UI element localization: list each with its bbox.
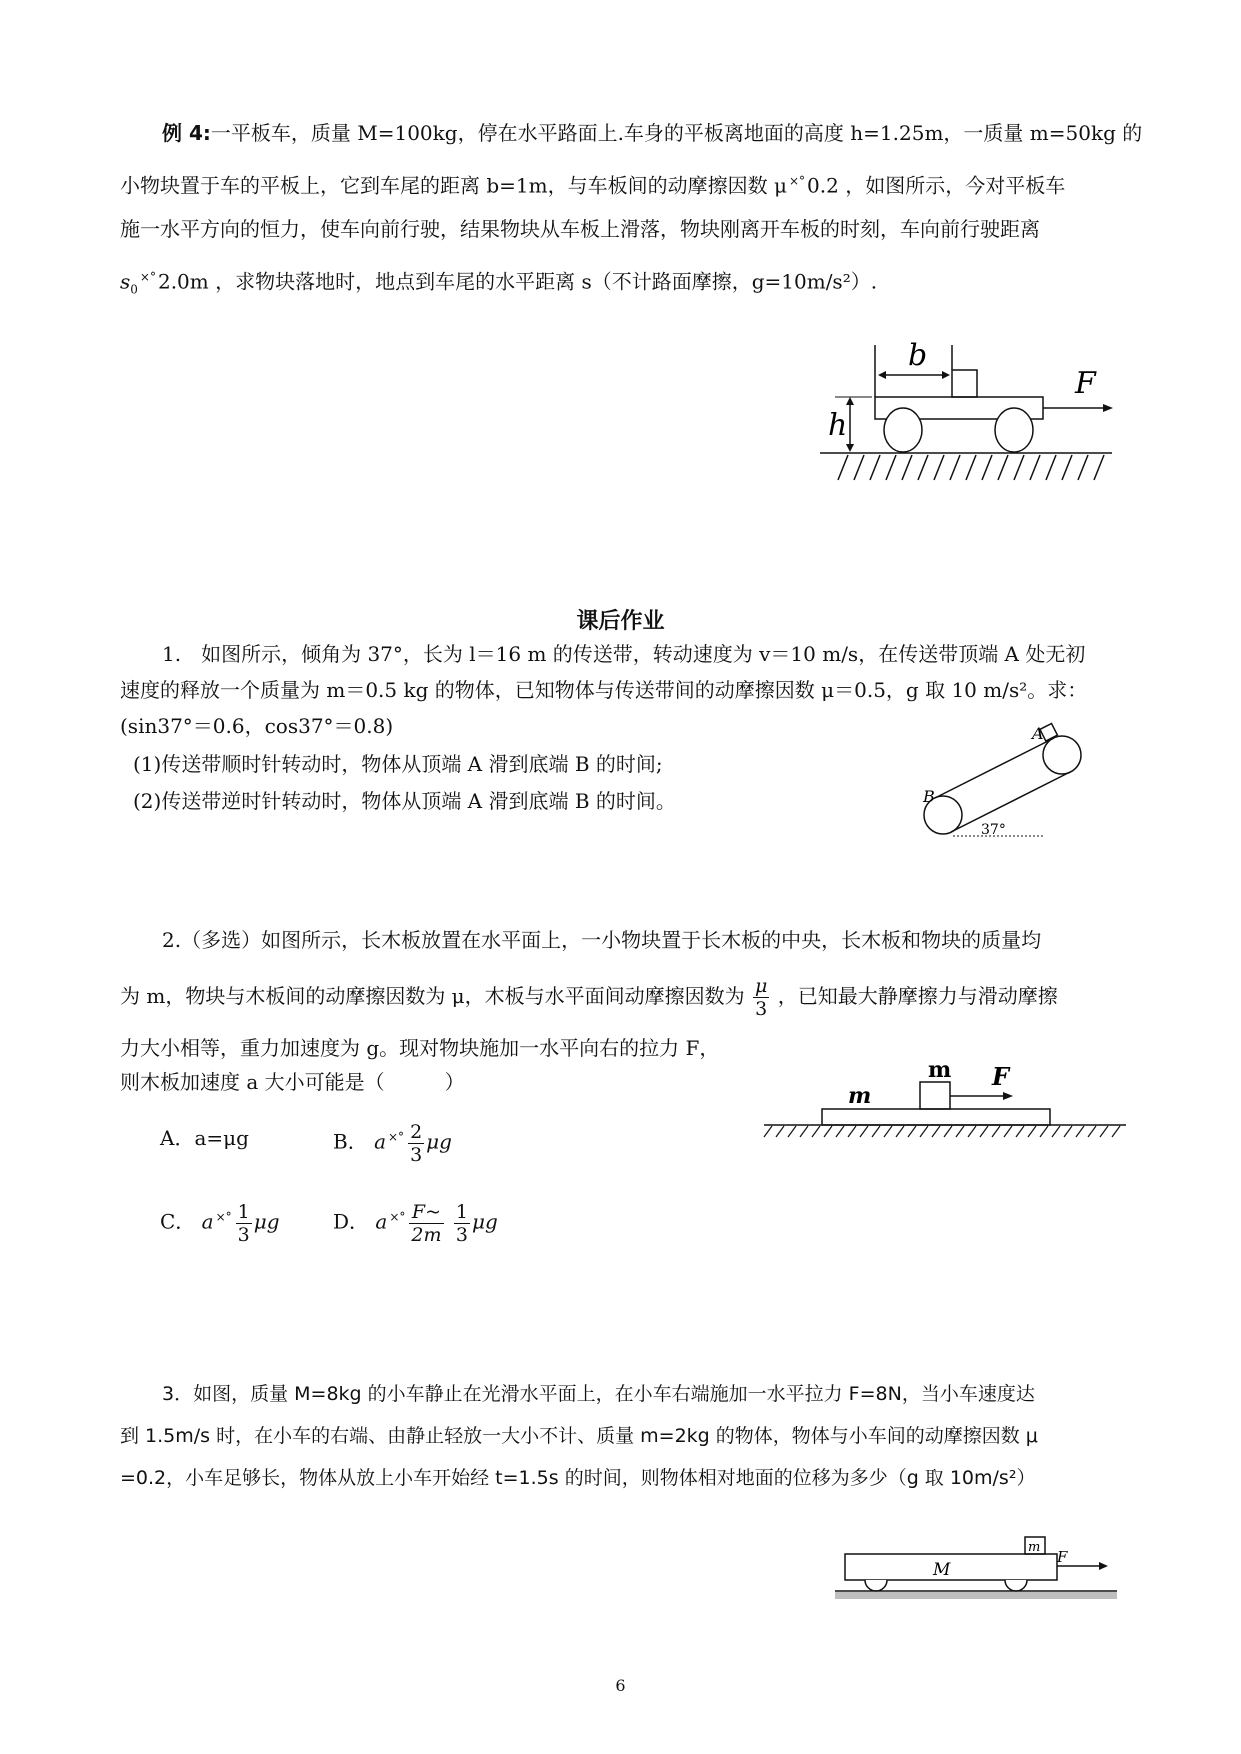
q2-option-d: D． a ×° $\frac{F\sim}{2m}$ $\frac{1}{3}$ μg <box>333 1200 498 1246</box>
q3-line1: 3．如图，质量 M=8kg 的小车静止在光滑水平面上，在小车右端施加一水平拉力 F=8N，当小车速度达 <box>162 1383 1035 1405</box>
ground-hatch <box>764 1126 1120 1137</box>
cart-body <box>845 1554 1057 1580</box>
page-number: 6 <box>615 1676 626 1695</box>
fig-label-F: F <box>1075 366 1096 401</box>
fig-label-m-board: m <box>848 1083 872 1109</box>
fig-label-F: F <box>1057 1548 1068 1566</box>
q1-line3: (sin37°＝0.6，cos37°＝0.8) <box>120 714 394 738</box>
q2-line4: 则木板加速度 a 大小可能是（ ） <box>120 1070 465 1094</box>
board-figure <box>760 1055 1130 1140</box>
ground-hatch <box>838 455 1104 480</box>
section-title: 课后作业 <box>576 609 665 634</box>
q3-line2: 到 1.5m/s 时，在小车的右端、由静止轻放一大小不计、质量 m=2kg 的物体，物体与小车间的动摩擦因数 μ <box>120 1425 1038 1447</box>
fig-label-b: b <box>908 338 928 373</box>
q2-line1: 2.（多选）如图所示，长木板放置在水平面上，一小物块置于长木板的中央，长木板和物块的质量均 <box>162 928 1042 952</box>
q3-line3: =0.2，小车足够长，物体从放上小车开始经 t=1.5s 的时间，则物体相对地面的位移为多少（g 取 10m/s²） <box>120 1467 1036 1489</box>
example4-line2: 小物块置于车的平板上，它到车尾的距离 b=1m，与车板间的动摩擦因数 μ ×° 0.2 ，如图所示，今对平板车 <box>120 173 1066 198</box>
block <box>920 1082 950 1109</box>
ground-hatch <box>835 1592 1117 1599</box>
q2-option-b: B． a ×° $\frac{2}{3}$ μg <box>333 1120 452 1166</box>
board <box>822 1109 1050 1125</box>
cart2-figure <box>835 1532 1120 1612</box>
block <box>952 370 977 397</box>
fig-label-B: B <box>923 787 935 806</box>
cart-figure <box>820 335 1120 485</box>
wheel <box>884 408 922 452</box>
fig-label-m-block: m <box>928 1057 952 1083</box>
q1-part2: (2)传送带逆时针转动时，物体从顶端 A 滑到底端 B 的时间。 <box>133 789 676 813</box>
q2-option-c: C． a ×° $\frac{1}{3}$ μg <box>160 1200 280 1246</box>
q2-option-a: A．a=μg <box>160 1126 249 1150</box>
wheel <box>865 1580 887 1591</box>
example4-line4: $s_0^{\times^\circ}$ 2.0m ，求物块落地时，地点到车尾的水平距离 s（不计路面摩擦，g=10m/s²）. <box>120 269 878 297</box>
fig-label-angle: 37° <box>981 822 1006 838</box>
q2-line2: 为 m，物块与木板间的动摩擦因数为 μ，木板与水平面间动摩擦因数为 $\frac{\mu}{3}$ ，已知最大静摩擦力与滑动摩擦 <box>120 975 1058 1020</box>
fig-label-h: h <box>828 408 848 443</box>
fig-label-A: A <box>1032 724 1044 743</box>
example4-line1: 例 4:一平板车，质量 M=100kg，停在水平路面上.车身的平板离地面的高度 h=1.25m，一质量 m=50kg 的 <box>162 121 1143 145</box>
q2-line3: 力大小相等，重力加速度为 g。现对物块施加一水平向右的拉力 F， <box>120 1036 720 1060</box>
fig-label-F: F <box>992 1062 1010 1091</box>
fig-label-M: M <box>933 1560 951 1580</box>
wheel <box>995 408 1033 452</box>
conveyor-figure <box>915 722 1095 842</box>
example4-line3: 施一水平方向的恒力，使车向前行驶，结果物块从车板上滑落，物块刚离开车板的时刻，车向前行驶距离 <box>120 217 1040 241</box>
fig-label-m: m <box>1028 1540 1041 1555</box>
q1-line2: 速度的释放一个质量为 m＝0.5 kg 的物体，已知物体与传送带间的动摩擦因数 μ＝0.5，g 取 10 m/s²。求： <box>120 678 1088 702</box>
pulley <box>1043 736 1081 774</box>
example4-label: 例 4: <box>162 121 211 145</box>
q1-line1: 1. 如图所示，倾角为 37°，长为 l＝16 m 的传送带，转动速度为 v＝10 m/s，在传送带顶端 A 处无初 <box>162 642 1086 666</box>
q1-part1: (1)传送带顺时针转动时，物体从顶端 A 滑到底端 B 的时间; <box>133 752 663 776</box>
fraction: $\frac{\mu}{3}$ <box>755 975 768 1020</box>
wheel <box>1005 1580 1027 1591</box>
